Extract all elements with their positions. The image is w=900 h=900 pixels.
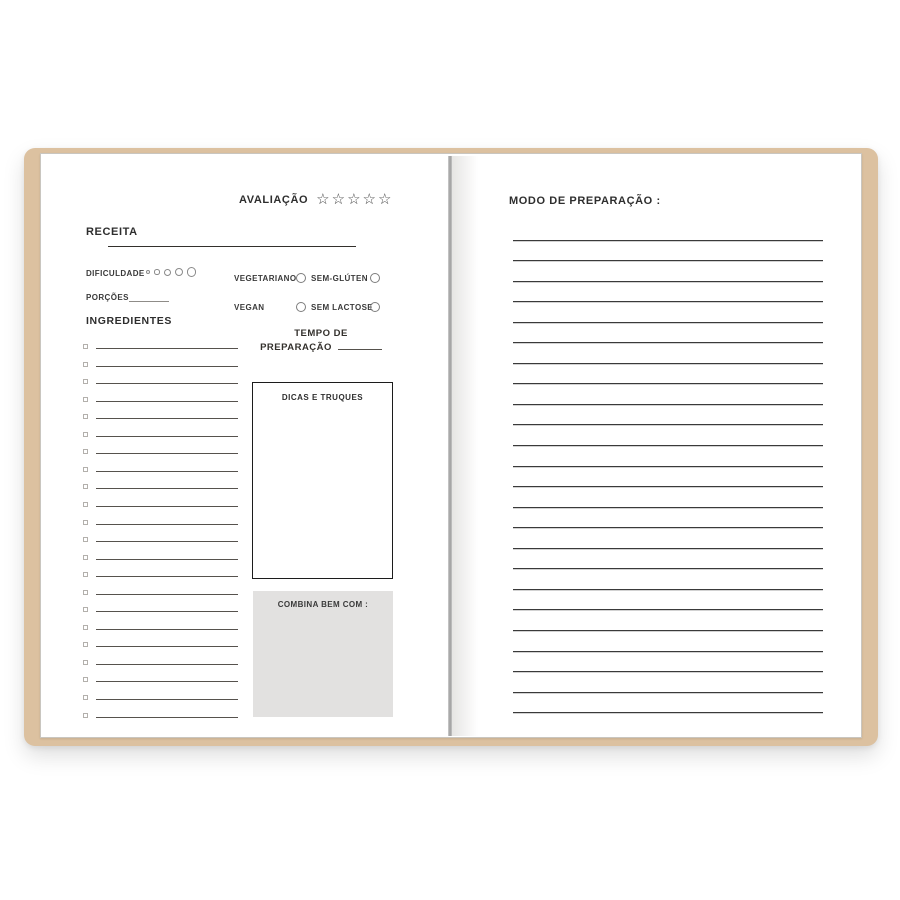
diet-label-vegetariano: VEGETARIANO — [234, 274, 297, 283]
preparation-line-field[interactable] — [513, 383, 823, 384]
recipe-label: RECEITA — [86, 226, 138, 238]
prep-time-field[interactable] — [338, 349, 382, 350]
ingredient-checkbox[interactable] — [83, 344, 88, 349]
difficulty-dots — [146, 265, 206, 279]
ingredient-line-field[interactable] — [96, 396, 238, 402]
diet-label-sem-gluten: SEM-GLÚTEN — [311, 274, 368, 283]
servings-field[interactable] — [129, 301, 169, 302]
ingredient-line-field[interactable] — [96, 659, 238, 665]
ingredient-checkbox[interactable] — [83, 590, 88, 595]
ingredient-checkbox[interactable] — [83, 625, 88, 630]
preparation-line-field[interactable] — [513, 260, 823, 261]
star-icon[interactable]: ☆ — [362, 191, 376, 208]
preparation-line-field[interactable] — [513, 322, 823, 323]
preparation-line-field[interactable] — [513, 342, 823, 343]
ingredient-row — [83, 553, 238, 560]
ingredient-line-field[interactable] — [96, 413, 238, 419]
rating-row — [239, 192, 391, 207]
ingredient-checkbox[interactable] — [83, 520, 88, 525]
ingredient-checkbox[interactable] — [83, 555, 88, 560]
ingredient-checkbox[interactable] — [83, 695, 88, 700]
ingredient-checkbox[interactable] — [83, 432, 88, 437]
ingredient-row — [83, 658, 238, 665]
preparation-line-field[interactable] — [513, 589, 823, 590]
ingredient-line-field[interactable] — [96, 466, 238, 472]
ingredient-line-field[interactable] — [96, 694, 238, 700]
preparation-line-field[interactable] — [513, 630, 823, 631]
ingredient-checkbox[interactable] — [83, 484, 88, 489]
preparation-line-field[interactable] — [513, 609, 823, 610]
ingredient-row — [83, 395, 238, 402]
pairs-well-title: COMBINA BEM COM : — [277, 600, 369, 609]
ingredient-row — [83, 675, 238, 682]
ingredient-line-field[interactable] — [96, 571, 238, 577]
ingredient-line-field[interactable] — [96, 641, 238, 647]
ingredient-row — [83, 588, 238, 595]
preparation-line-field[interactable] — [513, 486, 823, 487]
ingredient-row — [83, 535, 238, 542]
diet-label-vegan: VEGAN — [234, 303, 265, 312]
prep-time-label-line1: TEMPO DE — [294, 328, 348, 339]
ingredient-checkbox[interactable] — [83, 537, 88, 542]
preparation-line-field[interactable] — [513, 548, 823, 549]
ingredient-row — [83, 447, 238, 454]
preparation-line-field[interactable] — [513, 363, 823, 364]
ingredient-checkbox[interactable] — [83, 660, 88, 665]
difficulty-dot[interactable] — [164, 269, 171, 276]
ingredient-checkbox[interactable] — [83, 677, 88, 682]
diet-checkbox-sem-gluten[interactable] — [370, 273, 380, 283]
preparation-line-field[interactable] — [513, 404, 823, 405]
ingredients-label: INGREDIENTES — [86, 315, 172, 327]
ingredient-row — [83, 482, 238, 489]
ingredient-checkbox[interactable] — [83, 362, 88, 367]
rating-label: AVALIAÇÃO — [239, 193, 309, 206]
preparation-line-field[interactable] — [513, 671, 823, 672]
tips-box-title: DICAS E TRUQUES — [281, 393, 364, 402]
ingredient-line-field[interactable] — [96, 378, 238, 384]
rating-stars — [316, 192, 391, 207]
star-icon[interactable]: ☆ — [331, 191, 346, 208]
diet-checkbox-sem-lactose[interactable] — [370, 302, 380, 312]
difficulty-dot[interactable] — [154, 269, 160, 275]
ingredient-checkbox[interactable] — [83, 414, 88, 419]
ingredient-line-field[interactable] — [96, 483, 238, 489]
ingredient-line-field[interactable] — [96, 676, 238, 682]
ingredient-row — [83, 377, 238, 384]
left-page — [41, 154, 449, 737]
preparation-line-field[interactable] — [513, 651, 823, 652]
prep-time-label-line2: PREPARAÇÃO — [260, 342, 332, 353]
ingredient-line-field[interactable] — [96, 501, 238, 507]
preparation-line-field[interactable] — [513, 568, 823, 569]
preparation-line-field[interactable] — [513, 466, 823, 467]
preparation-line-field[interactable] — [513, 281, 823, 282]
servings-label: PORÇÕES — [86, 293, 129, 302]
ingredient-row — [83, 711, 238, 718]
preparation-line-field[interactable] — [513, 240, 823, 241]
difficulty-dot[interactable] — [187, 267, 197, 277]
preparation-line-field[interactable] — [513, 527, 823, 528]
difficulty-dot[interactable] — [175, 268, 183, 276]
ingredient-row — [83, 623, 238, 630]
ingredient-checkbox[interactable] — [83, 379, 88, 384]
ingredient-line-field[interactable] — [96, 554, 238, 560]
preparation-line-field[interactable] — [513, 301, 823, 302]
ingredient-row — [83, 500, 238, 507]
ingredient-checkbox[interactable] — [83, 713, 88, 718]
ingredient-line-field[interactable] — [96, 448, 238, 454]
ingredient-row — [83, 570, 238, 577]
notebook-cover — [24, 148, 878, 746]
prep-time-block — [241, 327, 401, 355]
ingredient-row — [83, 412, 238, 419]
right-page — [454, 154, 863, 737]
ingredient-row — [83, 342, 238, 349]
ingredient-checkbox[interactable] — [83, 397, 88, 402]
preparation-line-field[interactable] — [513, 507, 823, 508]
ingredient-row — [83, 465, 238, 472]
diet-label-sem-lactose: SEM LACTOSE — [311, 303, 374, 312]
difficulty-dot[interactable] — [146, 270, 150, 274]
star-icon[interactable]: ☆ — [377, 191, 392, 208]
ingredient-checkbox[interactable] — [83, 449, 88, 454]
ingredient-row — [83, 430, 238, 437]
star-icon[interactable]: ☆ — [316, 191, 330, 208]
diet-checkbox-vegan[interactable] — [296, 302, 306, 312]
recipe-name-field[interactable] — [108, 246, 356, 247]
ingredient-line-field[interactable] — [96, 536, 238, 542]
ingredient-checkbox[interactable] — [83, 642, 88, 647]
ingredient-row — [83, 605, 238, 612]
notebook-pages — [40, 153, 862, 738]
ingredient-checkbox[interactable] — [83, 502, 88, 507]
ingredient-checkbox[interactable] — [83, 607, 88, 612]
diet-checkbox-vegetariano[interactable] — [296, 273, 306, 283]
ingredient-line-field[interactable] — [96, 519, 238, 525]
ingredient-line-field[interactable] — [96, 624, 238, 630]
preparation-line-field[interactable] — [513, 692, 823, 693]
preparation-line-field[interactable] — [513, 424, 823, 425]
ingredient-row — [83, 640, 238, 647]
ingredient-line-field[interactable] — [96, 431, 238, 437]
difficulty-label: DIFICULDADE — [86, 269, 145, 278]
ingredient-row — [83, 360, 238, 367]
ingredient-line-field[interactable] — [96, 361, 238, 367]
preparation-line-field[interactable] — [513, 445, 823, 446]
ingredient-line-field[interactable] — [96, 712, 238, 718]
pairs-well-box[interactable] — [253, 591, 393, 717]
ingredient-line-field[interactable] — [96, 343, 238, 349]
ingredient-row — [83, 518, 238, 525]
preparation-title: MODO DE PREPARAÇÃO : — [509, 195, 661, 207]
star-icon[interactable]: ☆ — [347, 191, 361, 208]
ingredient-checkbox[interactable] — [83, 572, 88, 577]
ingredient-line-field[interactable] — [96, 589, 238, 595]
tips-box[interactable] — [252, 382, 393, 579]
ingredient-row — [83, 693, 238, 700]
ingredient-checkbox[interactable] — [83, 467, 88, 472]
preparation-line-field[interactable] — [513, 712, 823, 713]
ingredient-line-field[interactable] — [96, 606, 238, 612]
